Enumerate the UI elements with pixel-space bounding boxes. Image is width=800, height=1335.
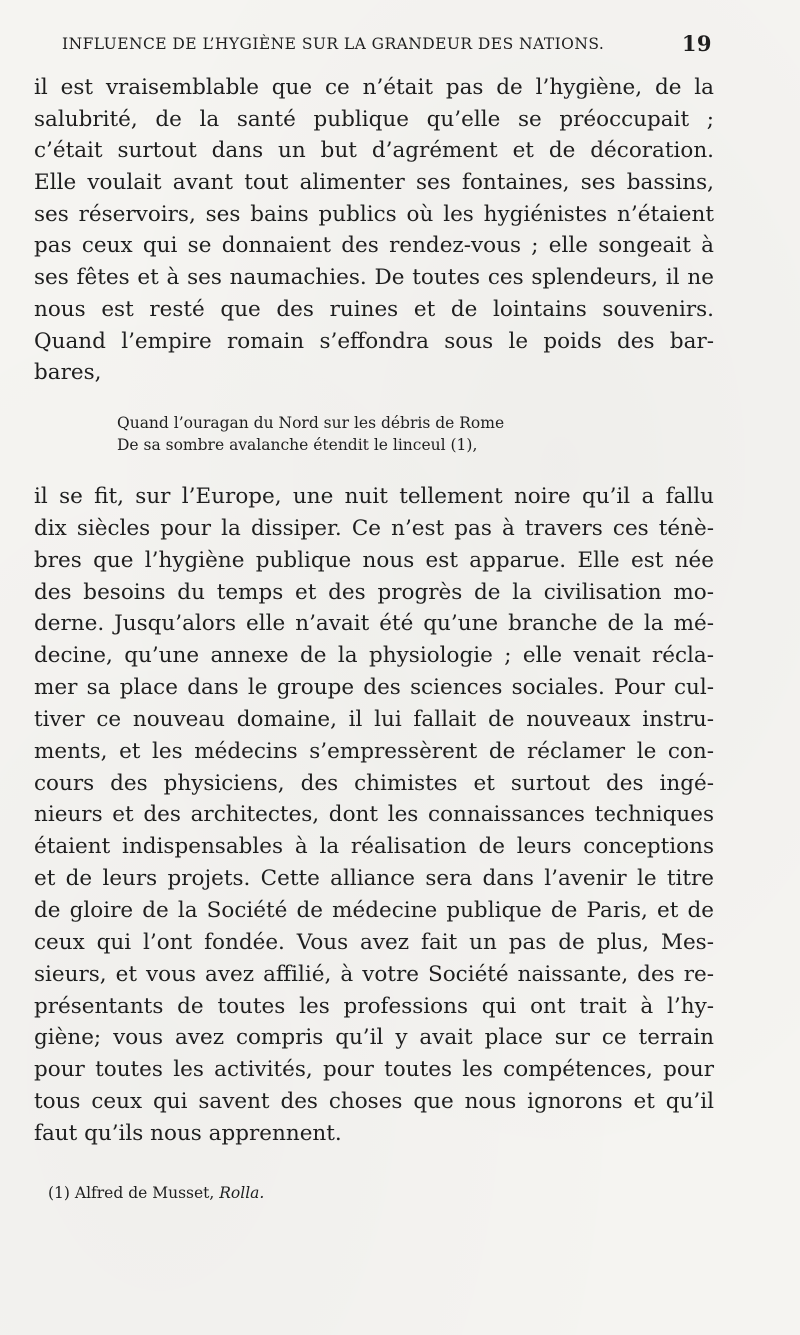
text-line: bres que l’hygiène publique nous est apparue. Elle est née — [34, 547, 714, 573]
text-line: tiver ce nouveau domaine, il lui fallait de nouveaux instru- — [34, 706, 714, 732]
text-line: ses réservoirs, ses bains publics où les hygiénistes n’étaient — [34, 201, 714, 227]
text-line: Quand l’empire romain s’effondra sous le poids des bar- — [34, 328, 714, 354]
text-line: salubrité, de la santé publique qu’elle se préoccupait ; — [34, 106, 714, 132]
text-line: pas ceux qui se donnaient des rendez-vous ; elle songeait à — [34, 233, 714, 259]
text-line: derne. Jusqu’alors elle n’avait été qu’une branche de la mé- — [34, 611, 714, 637]
verse-line: De sa sombre avalanche étendit le linceul (1), — [117, 436, 478, 454]
text-line: des besoins du temps et des progrès de la civilisation mo- — [34, 579, 714, 605]
text-line: et de leurs projets. Cette alliance sera dans l’avenir le titre — [34, 866, 714, 892]
text-line: faut qu’ils nous apprennent. — [34, 1120, 342, 1146]
text-line: nieurs et des architectes, dont les connaissances techniques — [34, 802, 714, 828]
text-line: c’était surtout dans un but d’agrément et de décoration. — [34, 138, 714, 164]
text-line: decine, qu’une annexe de la physiologie ; elle venait récla- — [34, 643, 714, 669]
text-line: étaient indispensables à la réalisation de leurs conceptions — [34, 834, 714, 860]
footnote-work-title: Rolla. — [219, 1184, 265, 1202]
text-line: ceux qui l’ont fondée. Vous avez fait un pas de plus, Mes- — [34, 929, 714, 955]
verse-line: Quand l’ouragan du Nord sur les débris de Rome — [117, 414, 505, 432]
text-line: dix siècles pour la dissiper. Ce n’est pas à travers ces ténè- — [34, 515, 714, 541]
text-line: tous ceux qui savent des choses que nous ignorons et qu’il — [34, 1089, 714, 1115]
text-line: nous est resté que des ruines et de lointains souvenirs. — [34, 296, 714, 322]
text-line: il se fit, sur l’Europe, une nuit tellement noire qu’il a fallu — [34, 484, 714, 509]
running-head-title: INFLUENCE DE L’HYGIÈNE SUR LA GRANDEUR DES NATIONS. — [62, 35, 605, 53]
paragraph-2 — [34, 481, 714, 1150]
text-line: giène; vous avez compris qu’il y avait place sur ce terrain — [34, 1025, 714, 1051]
text-line: il est vraisemblable que ce n’était pas de l’hygiène, de la — [34, 75, 714, 100]
footnote-marker: (1) Alfred de Musset, — [48, 1184, 215, 1202]
verse-quote — [117, 412, 597, 456]
text-line: présentants de toutes les professions qui ont trait à l’hy- — [34, 993, 714, 1019]
footnote — [48, 1184, 264, 1202]
paragraph-1 — [34, 72, 714, 389]
text-line: sieurs, et vous avez affilié, à votre Société naissante, des re- — [34, 961, 714, 987]
text-line: pour toutes les activités, pour toutes les compétences, pour — [34, 1057, 714, 1083]
text-line: ments, et les médecins s’empressèrent de réclamer le con- — [34, 738, 714, 764]
text-line: cours des physiciens, des chimistes et surtout des ingé- — [34, 770, 714, 796]
text-line: ses fêtes et à ses naumachies. De toutes ces splendeurs, il ne — [34, 265, 714, 291]
text-line: Elle voulait avant tout alimenter ses fontaines, ses bassins, — [34, 170, 714, 196]
text-line: mer sa place dans le groupe des sciences sociales. Pour cul- — [34, 675, 714, 701]
running-head — [62, 33, 712, 57]
text-line: de gloire de la Société de médecine publique de Paris, et de — [34, 897, 714, 923]
page-number: 19 — [681, 31, 712, 56]
text-line: bares, — [34, 360, 102, 386]
